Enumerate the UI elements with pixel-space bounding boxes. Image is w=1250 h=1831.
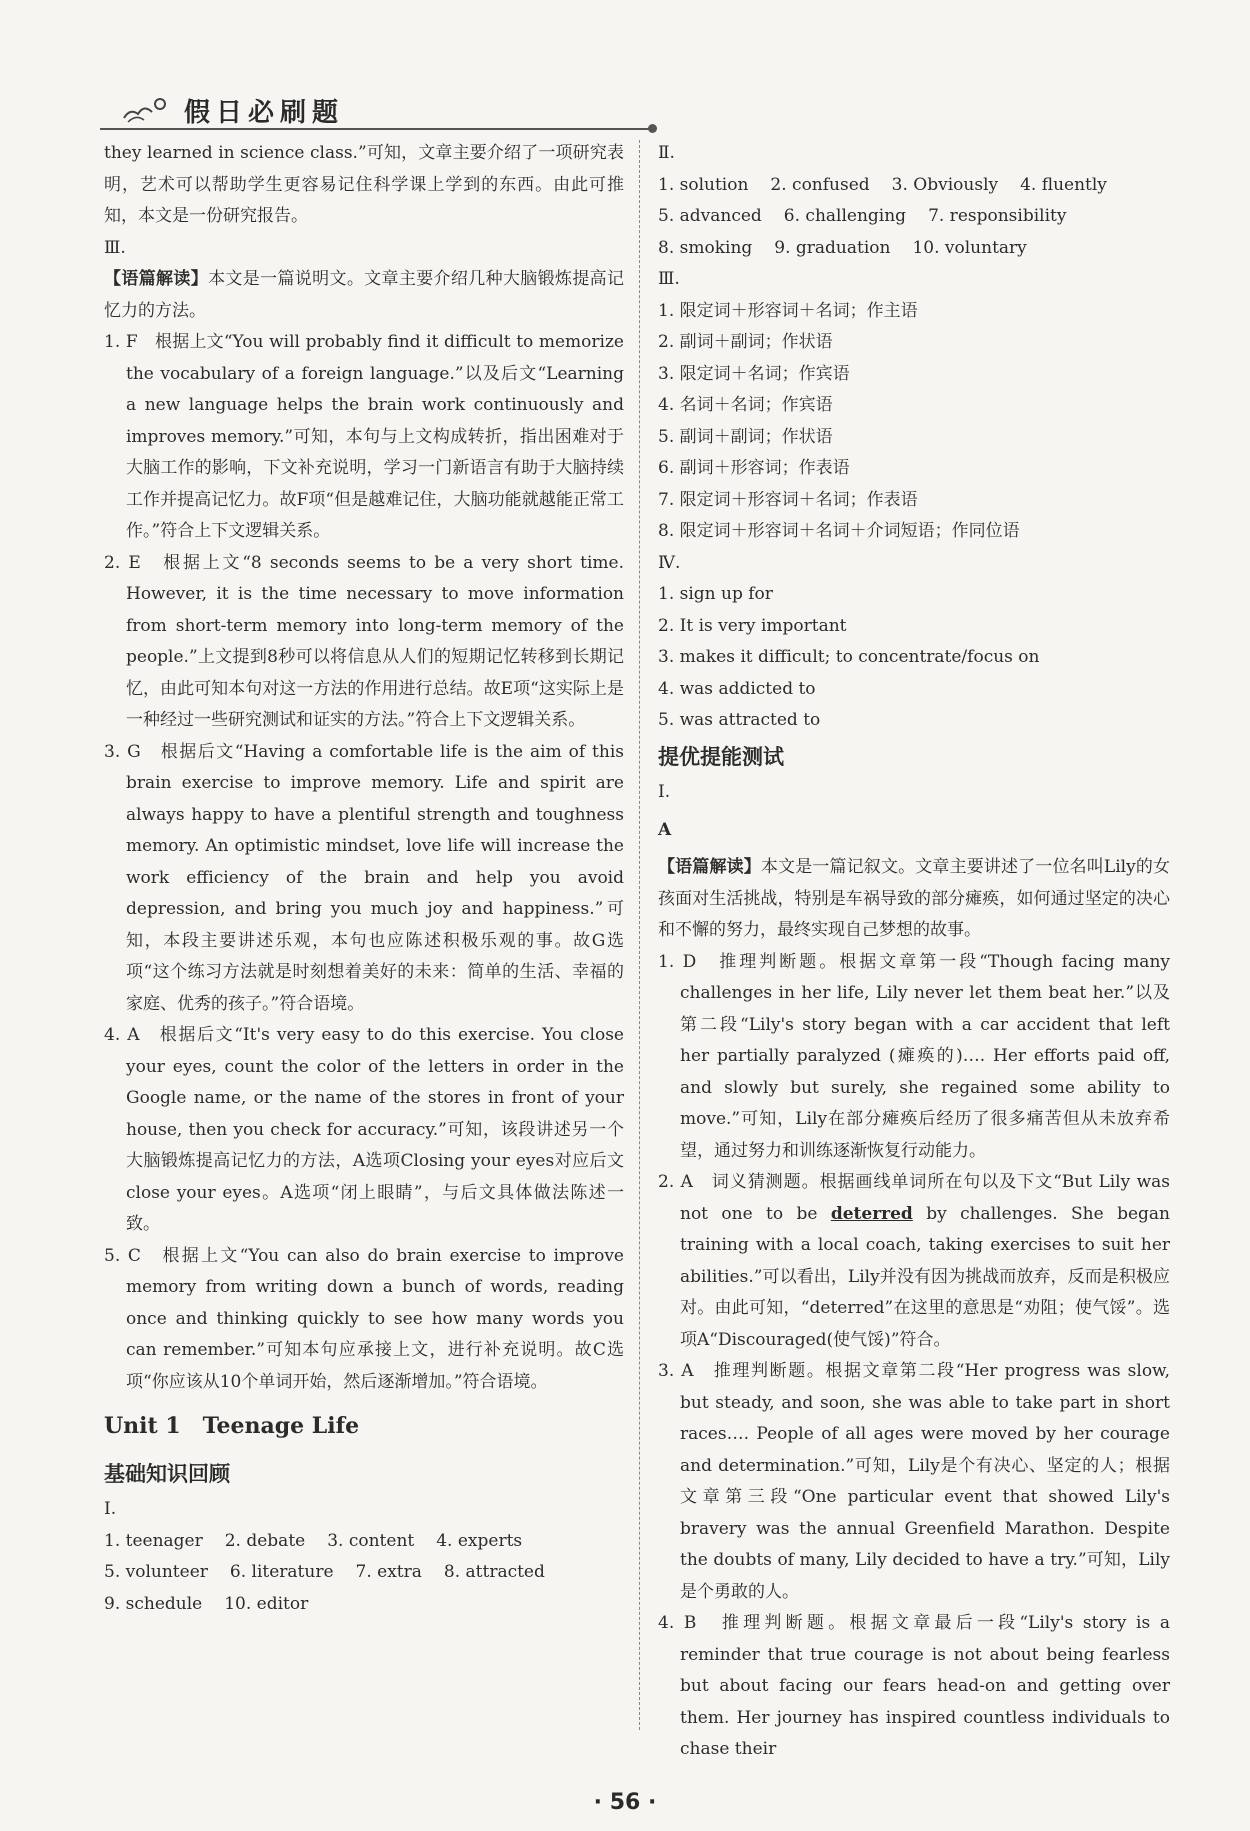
word-list-row — [658, 170, 1170, 202]
header-rule — [100, 128, 652, 130]
phrase-answer: 1. sign up for — [658, 584, 773, 604]
word-answer: 6. literature — [229, 1562, 334, 1582]
phrase-answer: 4. was addicted to — [658, 678, 816, 699]
reading-tag: 【语篇解读】 — [658, 857, 761, 877]
word-answer: 5. advanced — [658, 206, 762, 226]
left-column — [104, 138, 624, 1620]
word-list-row — [104, 1589, 624, 1621]
grammar-answer: 6. 副词＋形容词；作表语 — [658, 458, 850, 478]
unit-title: Unit 1 Teenage Life — [104, 1413, 360, 1439]
reading-tag: 【语篇解读】 — [104, 269, 209, 289]
book-title: 假日必刷题 — [184, 98, 345, 128]
grammar-answer: 8. 限定词＋形容词＋名词＋介词短语；作同位语 — [658, 521, 1020, 541]
word-answer: 2. confused — [770, 174, 870, 195]
answer-item — [658, 1167, 1170, 1356]
answer-text: 2. A 词义猜测题。根据画线单词所在句以及下文“But Lily was not one to be — [658, 1172, 1170, 1224]
right-column — [658, 138, 1170, 1766]
word-answer: 4. fluently — [1020, 174, 1107, 195]
word-answer: 8. attracted — [443, 1562, 545, 1582]
grammar-answer: 7. 限定词＋形容词＋名词；作表语 — [658, 489, 918, 510]
answer-item: 1. F 根据上文“You will probably find it difficult to memorize the vocabulary of a foreign language.”以及后文“Learning a new language helps the brain work continuously and improves memory.”可知，本句与上文构成转折，指出困难对于大脑工作的影响，下文补充说明，学习一门新语言有助于大脑持续工作并提高记忆力。故F项“但是越难记住，大脑功能就越能正常工作。”符合上下文逻辑关系。 — [104, 332, 624, 541]
reading-text: 本文是一篇记叙文。文章主要讲述了一位名叫Lily的女孩面对生活挑战，特别是车祸导致的部分瘫痪，如何通过坚定的决心和不懈的努力，最终实现自己梦想的故事。 — [658, 857, 1170, 940]
page-number: · 56 · — [593, 1790, 657, 1815]
word-answer: 6. challenging — [783, 206, 907, 226]
word-answer: 3. Obviously — [891, 174, 999, 195]
word-answer: 5. volunteer — [104, 1562, 208, 1582]
grammar-answer: 4. 名词＋名词；作宾语 — [658, 395, 833, 415]
reading-text: 本文是一篇说明文。文章主要介绍几种大脑锻炼提高记忆力的方法。 — [104, 269, 625, 321]
book-series-logo-icon — [122, 96, 170, 124]
word-answer: 9. graduation — [774, 237, 891, 258]
underlined-word: deterred — [830, 1203, 913, 1224]
grammar-answer: 1. 限定词＋形容词＋名词；作主语 — [658, 300, 918, 321]
answer-text: by challenges. She began training with a local coach, taking exercises to suit her abilities.”可以看出，Lily并没有因为挑战而放弃，反而是积极应对。由此可知，“deterred”在这里的意思是“劝阻；使气馁”。选项A“Discouraged(使气馁)”符合。 — [680, 1203, 1170, 1350]
answer-item: 3. G 根据后文“Having a comfortable life is the aim of this brain exercise to improve memory. Life and spirit are always happy to have a plentiful strength and toughness memory. An optimistic mindset, love life will increase the work efficiency of the brain and help you avoid depression, and bring you much joy and happiness.”可知，本段主要讲述乐观，本句也应陈述积极乐观的事。故G选项“这个练习方法就是时刻想着美好的未来：简单的生活、幸福的家庭、优秀的孩子。”符合语境。 — [104, 741, 624, 1014]
word-answer: 3. content — [327, 1530, 415, 1551]
page-header — [100, 92, 660, 132]
answer-item: 4. A 根据后文“It's very easy to do this exercise. You close your eyes, count the color of the letters in order in the Google name, or the name of the stores in front of your house, then you check for accuracy.”可知，该段讲述另一个大脑锻炼提高记忆力的方法，A选项Closing your eyes对应后文close your eyes。A选项“闭上眼睛”，与后文具体做法陈述一致。 — [104, 1025, 624, 1234]
word-answer: 10. editor — [224, 1593, 309, 1614]
word-answer: 1. teenager — [104, 1530, 203, 1551]
section-label: Ⅱ. — [658, 143, 675, 163]
word-list-row — [104, 1557, 624, 1589]
section-label: Ⅲ. — [104, 237, 126, 258]
answer-item: 3. A 推理判断题。根据文章第二段“Her progress was slow, but steady, and soon, she was able to take part in short races…. People of all ages were moved by her courage and determination.”可知，Lily是个有决心、坚定的人；根据文章第三段“One particular event that showed Lily's bravery was the annual Greenfield Marathon. Despite the doubts of many, Lily decided to have a try.”可知，Lily是个勇敢的人。 — [658, 1361, 1170, 1602]
grammar-answer: 2. 副词＋副词；作状语 — [658, 332, 833, 352]
header-rule-dot — [648, 124, 657, 133]
passage-label: A — [658, 820, 672, 840]
phrase-answer: 3. makes it difficult; to concentrate/focus on — [658, 647, 1040, 667]
column-divider — [639, 140, 641, 1730]
basic-review-title: 基础知识回顾 — [104, 1462, 230, 1486]
word-answer: 7. extra — [355, 1562, 422, 1582]
word-answer: 8. smoking — [658, 237, 753, 258]
word-answer: 9. schedule — [104, 1593, 203, 1614]
word-answer: 1. solution — [658, 174, 749, 195]
section-label: Ⅳ. — [658, 552, 681, 573]
reading-analysis — [658, 852, 1170, 947]
reading-analysis — [104, 264, 624, 327]
section-label: Ⅰ. — [658, 781, 671, 802]
section-label: Ⅰ. — [104, 1499, 117, 1519]
word-answer: 10. voluntary — [912, 237, 1027, 258]
grammar-answer: 5. 副词＋副词；作状语 — [658, 426, 833, 447]
answer-item: 4. B 推理判断题。根据文章最后一段“Lily's story is a reminder that true courage is not about being fearless but about facing our fears head-on and getting over them. Her journey has inspired countless individuals to chase their — [658, 1613, 1170, 1759]
answer-item: 2. E 根据上文“8 seconds seems to be a very short time. However, it is the time necessary to move information from short-term memory into long-term memory of the people.”上文提到8秒可以将信息从人们的短期记忆转移到长期记忆，由此可知本句对这一方法的作用进行总结。故E项“这实际上是一种经过一些研究测试和证实的方法。”符合上下文逻辑关系。 — [104, 552, 624, 730]
word-answer: 2. debate — [224, 1530, 306, 1551]
answer-item: 5. C 根据上文“You can also do brain exercise to improve memory from writing down a bunch of words, reading once and thinking quickly to see how many words you can remember.”可知本句应承接上文，进行补充说明。故C选项“你应该从10个单词开始，然后逐渐增加。”符合语境。 — [104, 1245, 624, 1392]
word-list-row — [104, 1526, 624, 1558]
phrase-answer: 5. was attracted to — [658, 710, 821, 730]
word-list-row — [658, 201, 1170, 233]
grammar-answer: 3. 限定词＋名词；作宾语 — [658, 363, 850, 384]
word-answer: 7. responsibility — [928, 206, 1067, 226]
phrase-answer: 2. It is very important — [658, 615, 847, 636]
answer-item: 1. D 推理判断题。根据文章第一段“Though facing many challenges in her life, Lily never let them beat her.”以及第二段“Lily's story began with a car accident that left her partially paralyzed (瘫痪的)…. Her efforts paid off, and slowly but surely, she regained some ability to move.”可知，Lily在部分瘫痪后经历了很多痛苦但从未放弃希望，通过努力和训练逐渐恢复行动能力。 — [658, 951, 1170, 1161]
intro-paragraph: they learned in science class.”可知，文章主要介绍了一项研究表明，艺术可以帮助学生更容易记住科学课上学到的东西。由此可推知，本文是一份研究报告。 — [104, 143, 624, 226]
word-list-row — [658, 233, 1170, 265]
word-answer: 4. experts — [436, 1530, 523, 1551]
section-label: Ⅲ. — [658, 269, 680, 289]
test-section-title: 提优提能测试 — [658, 744, 784, 769]
